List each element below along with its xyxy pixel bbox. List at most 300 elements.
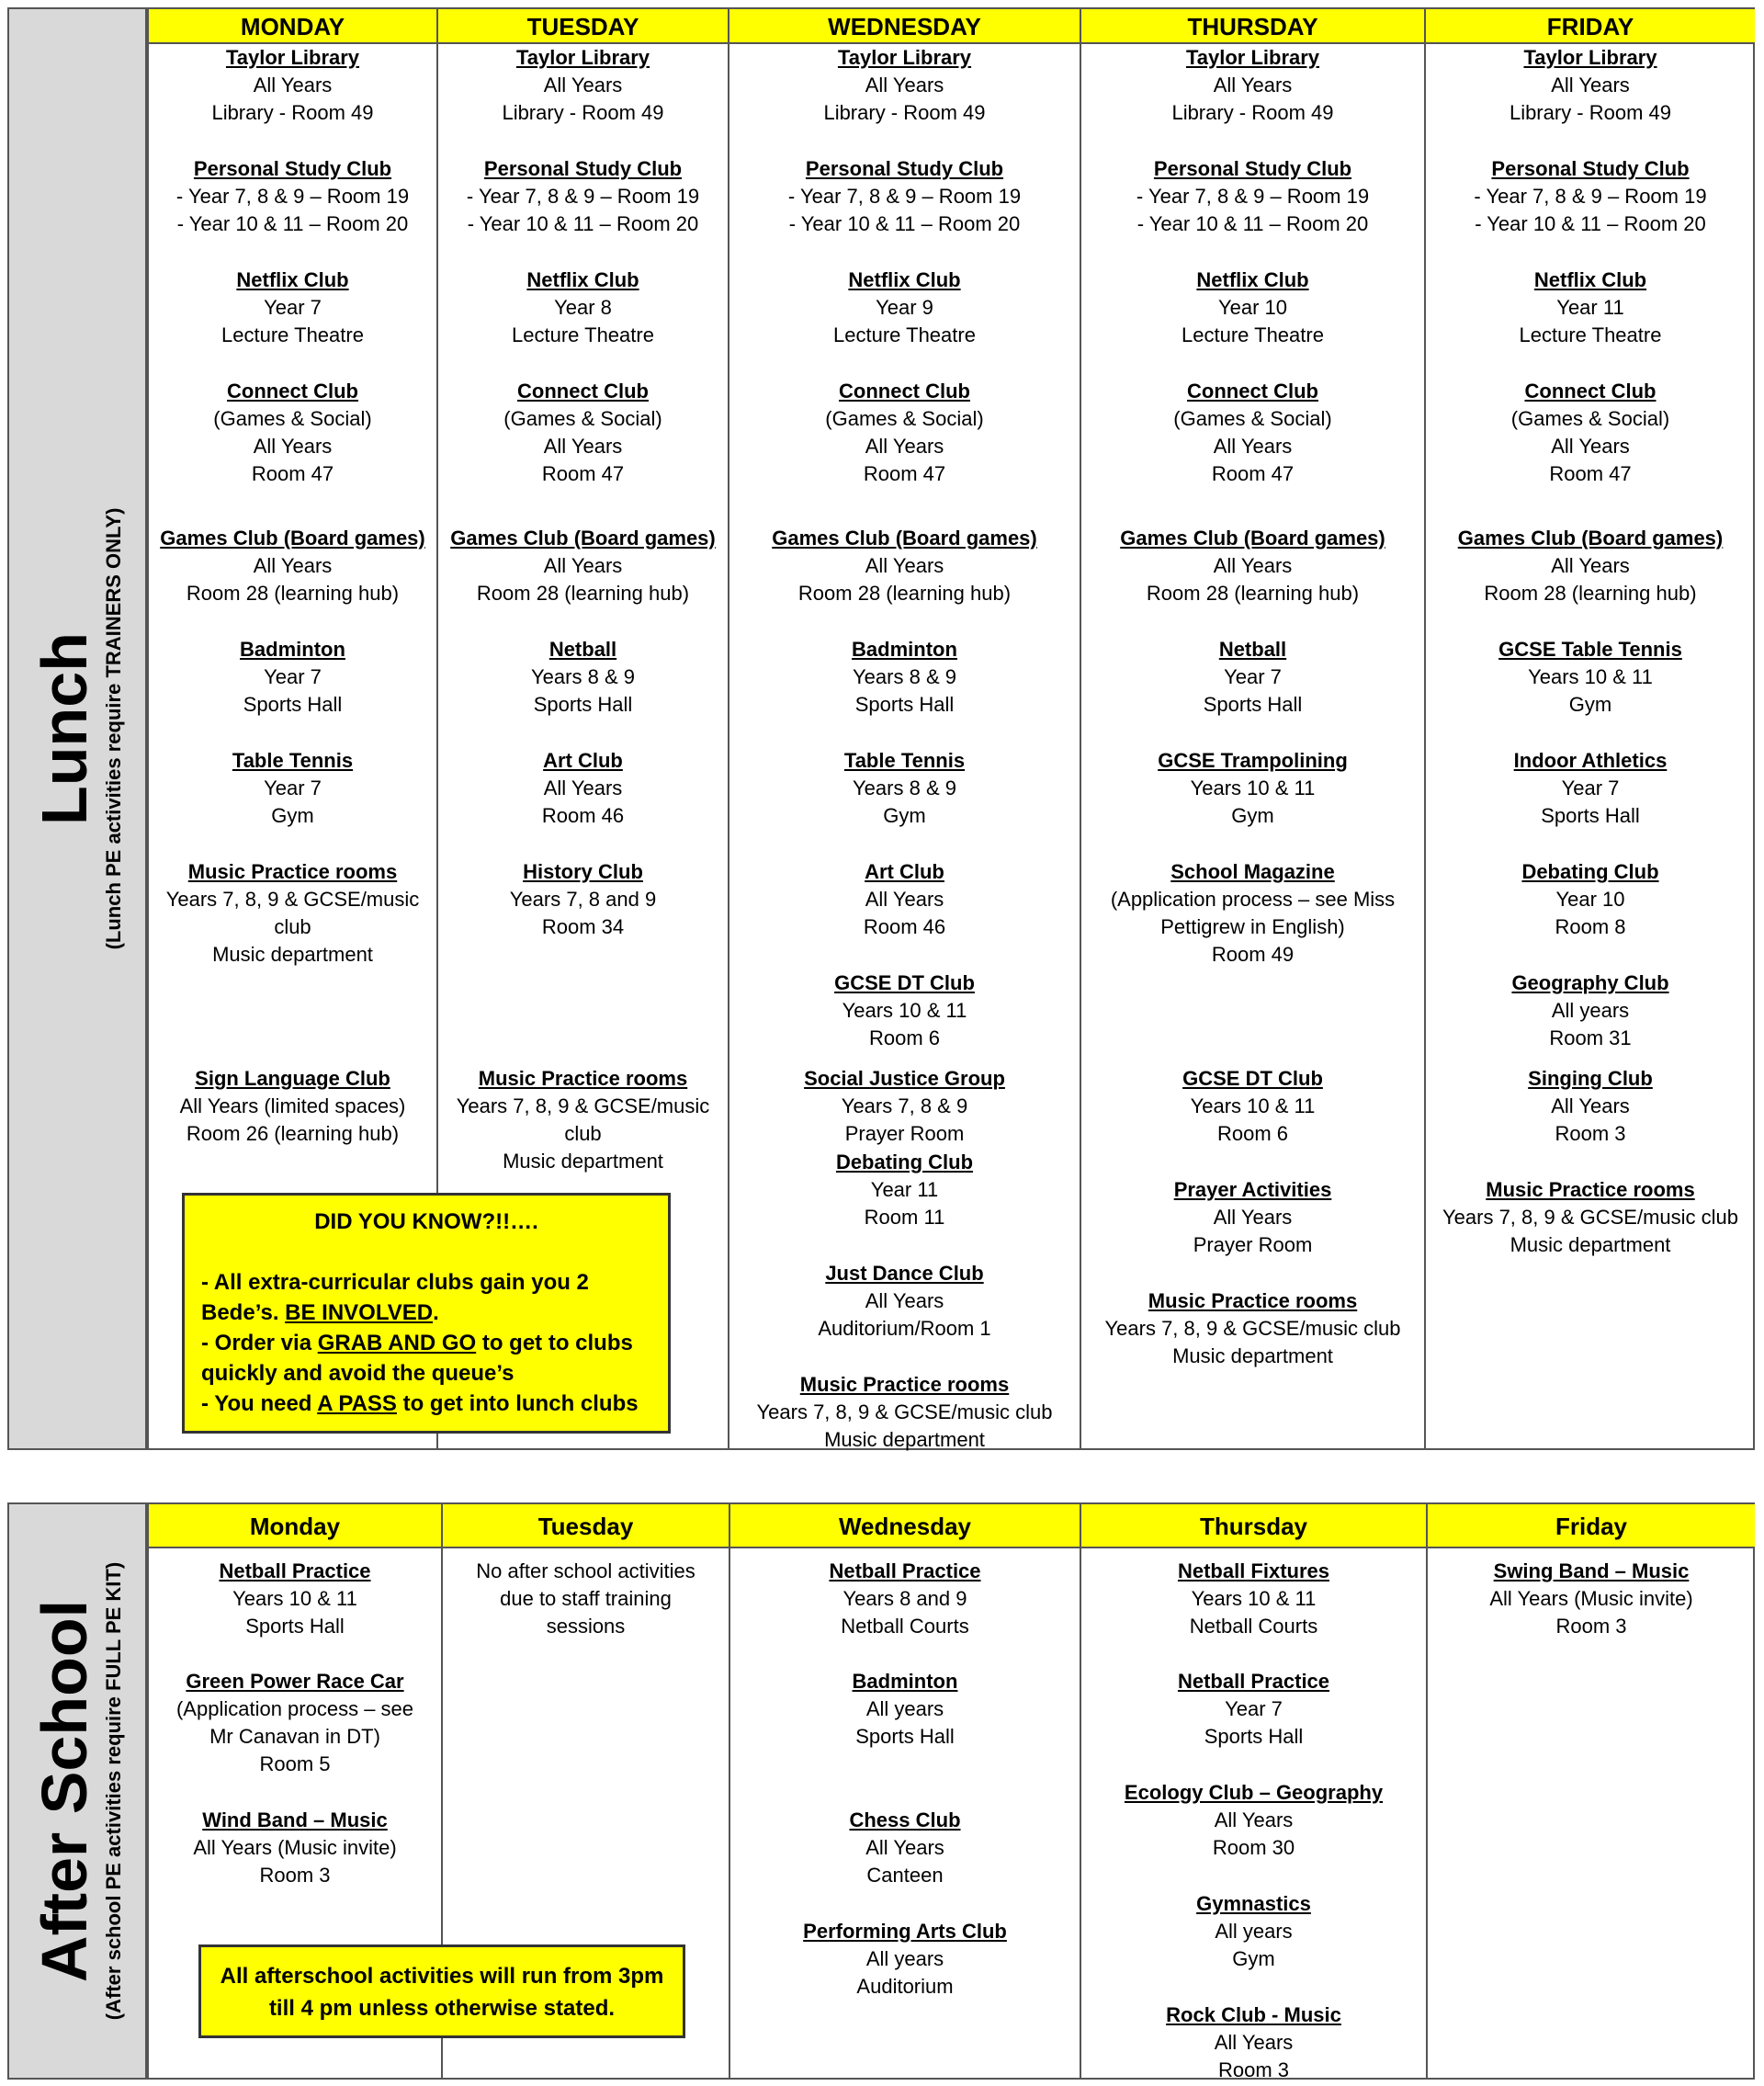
activity-detail: Sports Hall [1541, 804, 1640, 827]
activity-entry [149, 525, 436, 607]
activity-entry [1081, 1176, 1424, 1259]
activity-detail: Room 47 [1211, 462, 1295, 485]
activity-title: Taylor Library [225, 46, 360, 69]
activity-detail: All Years [865, 888, 944, 911]
activity-detail: No after school activities [476, 1559, 695, 1582]
activity-detail: Room 30 [1212, 1836, 1295, 1859]
activity-entry [149, 747, 436, 830]
activity-entry [1426, 266, 1755, 349]
activity-title: Taylor Library [1185, 46, 1320, 69]
activity-title: Music Practice rooms [1486, 1178, 1695, 1201]
activity-detail: All Years [543, 554, 623, 577]
activity-detail: Music department [824, 1428, 985, 1451]
activity-detail: - Year 7, 8 & 9 – Room 19 [1136, 185, 1370, 208]
activity-entry [1081, 378, 1424, 488]
activity-detail: All Years (Music invite) [193, 1836, 397, 1859]
activity-entry [1426, 525, 1755, 607]
text: - You need [201, 1391, 318, 1416]
activity-entry [438, 378, 728, 488]
activity-title: GCSE Table Tennis [1498, 638, 1682, 661]
after-school-note-line: till 4 pm unless otherwise stated. [268, 1996, 616, 2021]
activity-title: Gymnastics [1196, 1892, 1311, 1915]
text: to get to clubs [476, 1331, 633, 1355]
activity-detail: Years 8 & 9 [853, 665, 956, 688]
did-you-know-line [201, 1298, 651, 1328]
activity-entry [1081, 1065, 1424, 1148]
activity-detail: Room 26 (learning hub) [186, 1122, 400, 1145]
activity-detail: Gym [883, 804, 926, 827]
text: to get into lunch clubs [396, 1391, 639, 1416]
activity-detail: (Games & Social) [213, 407, 372, 430]
activity-title: Netflix Club [848, 268, 961, 291]
activity-entry [1426, 969, 1755, 1052]
after-school-pe-note: (After school PE activities require FULL PE KIT) [102, 1561, 125, 2021]
day-column-thursday [1080, 44, 1424, 1448]
activity-title: Table Tennis [232, 749, 354, 772]
activity-detail: All Years [1213, 1206, 1293, 1229]
activity-detail: Room 47 [541, 462, 625, 485]
activity-entry [438, 858, 728, 941]
activity-detail: Years 10 & 11 [1190, 1094, 1316, 1117]
did-you-know-line [201, 1389, 651, 1419]
did-you-know-box [182, 1193, 671, 1434]
activity-title: Art Club [865, 860, 944, 883]
day-column-wednesday [728, 44, 1080, 1451]
activity-detail: Room 8 [1555, 915, 1626, 938]
activity-detail: All Years [253, 554, 333, 577]
activity-detail: Year 7 [1224, 665, 1282, 688]
activity-entry [1426, 44, 1755, 127]
activity-title: Sign Language Club [195, 1067, 390, 1090]
activity-entry [149, 636, 436, 719]
after-school-times-note [198, 1944, 685, 2038]
activity-detail: Year 10 [1555, 888, 1625, 911]
activity-entry [729, 1065, 1080, 1148]
activity-detail: Music department [503, 1150, 663, 1173]
activity-detail: - Year 10 & 11 – Room 20 [176, 212, 409, 235]
activity-entry [729, 858, 1080, 941]
activity-entry [149, 858, 436, 969]
day-header-wednesday: WEDNESDAY [728, 9, 1080, 44]
activity-detail: Canteen [866, 1864, 944, 1887]
activity-detail: Room 3 [259, 1864, 331, 1887]
activity-entry [730, 1918, 1080, 2001]
activity-title: Rock Club - Music [1166, 2003, 1341, 2026]
activity-detail: (Games & Social) [1510, 407, 1670, 430]
activity-title: Music Practice rooms [799, 1373, 1010, 1396]
activity-title: Netflix Club [1533, 268, 1647, 291]
activity-detail: Sports Hall [1204, 1725, 1304, 1748]
activity-title: Indoor Athletics [1513, 749, 1668, 772]
activity-title: Personal Study Club [1153, 157, 1352, 180]
did-you-know-line: quickly and avoid the queue’s [201, 1361, 514, 1386]
activity-detail: Room 47 [251, 462, 334, 485]
activity-detail: Room 5 [259, 1752, 331, 1775]
after-school-note-line: All afterschool activities will run from 3pm [220, 1964, 664, 1989]
activity-detail: Gym [1568, 693, 1612, 716]
activity-detail: Lecture Theatre [512, 323, 654, 346]
activity-entry [1426, 636, 1755, 719]
activity-detail: Years 8 & 9 [531, 665, 635, 688]
activity-entry [729, 1371, 1080, 1454]
activity-detail: Auditorium/Room 1 [818, 1317, 991, 1340]
activity-detail: Years 10 & 11 [232, 1587, 357, 1610]
activity-entry [1081, 1668, 1426, 1751]
activity-detail: All Years (limited spaces) [179, 1094, 406, 1117]
a-pass-emphasis: A PASS [317, 1391, 397, 1416]
activity-detail: Room 31 [1549, 1026, 1632, 1049]
activity-entry [1081, 1287, 1424, 1370]
activity-title: Personal Study Club [193, 157, 392, 180]
activity-detail: All Years [1551, 554, 1630, 577]
activity-entry [149, 155, 436, 238]
grab-and-go-emphasis: GRAB AND GO [317, 1331, 477, 1355]
activity-entry [438, 747, 728, 830]
day-header-wednesday: Wednesday [729, 1504, 1080, 1548]
activity-title: Green Power Race Car [186, 1670, 404, 1693]
activity-detail: Year 7 [1561, 777, 1620, 799]
activity-detail: All Years [865, 554, 944, 577]
activity-entry [730, 1807, 1080, 1889]
activity-title: Badminton [852, 638, 957, 661]
text: - Order via [201, 1331, 318, 1355]
activity-entry [1081, 155, 1424, 238]
day-header-tuesday: Tuesday [441, 1504, 729, 1548]
activity-title: Prayer Activities [1173, 1178, 1332, 1201]
activity-entry [1426, 747, 1755, 830]
activity-entry [1081, 525, 1424, 607]
activity-title: GCSE Trampolining [1158, 749, 1348, 772]
lunch-title: Lunch [28, 632, 100, 825]
activity-detail: All years [865, 1697, 944, 1720]
text: . [433, 1300, 439, 1325]
activity-title: Netball [548, 638, 617, 661]
activity-detail: Year 10 [1217, 296, 1288, 319]
activity-detail: Year 11 [870, 1178, 939, 1201]
lunch-side-label [9, 9, 147, 1448]
activity-detail: All Years [1214, 1808, 1294, 1831]
activity-detail: (Application process – see [175, 1697, 414, 1720]
activity-detail: Years 8 and 9 [842, 1587, 967, 1610]
activity-detail: Prayer Room [1193, 1233, 1313, 1256]
activity-detail: Library - Room 49 [823, 101, 986, 124]
activity-title: Netball Practice [829, 1559, 981, 1582]
activity-entry [149, 378, 436, 488]
activity-detail: Years 10 & 11 [1190, 777, 1316, 799]
activity-entry [1426, 1176, 1755, 1259]
activity-detail: Netball Courts [1189, 1615, 1318, 1638]
activity-detail: Years 10 & 11 [1191, 1587, 1317, 1610]
activity-detail: Years 10 & 11 [842, 999, 967, 1022]
activity-detail: Music department [1510, 1233, 1671, 1256]
activity-detail: Prayer Room [844, 1122, 965, 1145]
activity-title: Netball Fixtures [1177, 1559, 1330, 1582]
activity-title: Netball Practice [1177, 1670, 1330, 1693]
activity-detail: Years 7, 8, 9 & GCSE/music club [1442, 1206, 1738, 1229]
activity-title: Taylor Library [1523, 46, 1657, 69]
activity-title: Badminton [240, 638, 345, 661]
day-column-thursday [1080, 1548, 1426, 2081]
activity-title: Personal Study Club [805, 157, 1004, 180]
day-column-friday [1424, 44, 1755, 1448]
activity-detail: Music department [212, 943, 373, 966]
activity-title: School Magazine [1170, 860, 1335, 883]
activity-entry [1081, 2001, 1426, 2084]
activity-title: Games Club (Board games) [1120, 527, 1385, 550]
activity-detail: Sports Hall [243, 693, 343, 716]
activity-title: Connect Club [839, 380, 970, 402]
activity-detail: Years 7, 8, 9 & GCSE/music [165, 888, 420, 911]
be-involved-emphasis: BE INVOLVED [285, 1300, 434, 1325]
activity-detail: Music department [1172, 1344, 1333, 1367]
activity-detail: Years 8 & 9 [853, 777, 956, 799]
activity-detail: Lecture Theatre [221, 323, 364, 346]
activity-detail: Room 46 [541, 804, 625, 827]
activity-detail: Sports Hall [854, 693, 955, 716]
activity-title: Wind Band – Music [202, 1808, 388, 1831]
activity-entry [438, 44, 728, 127]
activity-detail: Sports Hall [1203, 693, 1303, 716]
activity-entry [1426, 155, 1755, 238]
activity-title: Connect Club [1187, 380, 1318, 402]
activity-detail: Mr Canavan in DT) [209, 1725, 380, 1748]
activity-detail: Room 28 (learning hub) [797, 582, 1012, 605]
activity-entry [438, 1065, 728, 1175]
activity-entry [438, 525, 728, 607]
activity-detail: club [564, 1122, 602, 1145]
activity-detail: - Year 10 & 11 – Room 20 [1136, 212, 1369, 235]
activity-detail: - Year 10 & 11 – Room 20 [467, 212, 699, 235]
activity-detail: (Games & Social) [1173, 407, 1332, 430]
activity-detail: Room 6 [868, 1026, 941, 1049]
activity-entry [729, 636, 1080, 719]
activity-entry [729, 969, 1080, 1052]
activity-detail: All years [865, 1947, 944, 1970]
activity-detail: Year 7 [1225, 1697, 1283, 1720]
activity-detail: (Application process – see Miss [1110, 888, 1396, 911]
activity-detail: Room 28 (learning hub) [1484, 582, 1697, 605]
activity-detail: Sports Hall [855, 1725, 955, 1748]
activity-detail: - Year 7, 8 & 9 – Room 19 [466, 185, 700, 208]
activity-detail: All years [1551, 999, 1630, 1022]
activity-title: Music Practice rooms [478, 1067, 688, 1090]
activity-detail: Year 7 [264, 665, 322, 688]
activity-detail: - Year 7, 8 & 9 – Room 19 [175, 185, 410, 208]
activity-entry [729, 155, 1080, 238]
activity-detail: due to staff training [500, 1587, 672, 1610]
activity-detail: Gym [1232, 1947, 1275, 1970]
activity-detail: Library - Room 49 [1509, 101, 1672, 124]
activity-detail: (Games & Social) [503, 407, 662, 430]
activity-detail: Room 47 [863, 462, 946, 485]
day-header-monday: MONDAY [147, 9, 436, 44]
activity-entry [1081, 1558, 1426, 1640]
activity-entry [1081, 1890, 1426, 1973]
activity-detail: club [274, 915, 311, 938]
activity-detail: Room 49 [1211, 943, 1295, 966]
activity-detail: Sports Hall [533, 693, 633, 716]
activity-title: Art Club [543, 749, 623, 772]
activity-entry [729, 378, 1080, 488]
activity-detail: Year 11 [1556, 296, 1624, 319]
activity-title: Connect Club [227, 380, 358, 402]
activity-detail: All Years [865, 74, 944, 96]
activity-entry [729, 525, 1080, 607]
activity-entry [730, 1558, 1080, 1640]
activity-title: GCSE DT Club [1182, 1067, 1323, 1090]
activity-title: Music Practice rooms [187, 860, 398, 883]
activity-title: Personal Study Club [1491, 157, 1690, 180]
activity-entry [1081, 266, 1424, 349]
activity-title: Netball Practice [219, 1559, 371, 1582]
activity-title: Games Club (Board games) [772, 527, 1037, 550]
activity-detail: All years [1215, 1920, 1293, 1943]
activity-detail: Year 8 [554, 296, 612, 319]
activity-detail: Years 7, 8, 9 & GCSE/music [456, 1094, 710, 1117]
activity-detail: Library - Room 49 [211, 101, 374, 124]
activity-title: Geography Club [1511, 971, 1669, 994]
activity-entry [149, 1807, 441, 1889]
day-column-wednesday [729, 1548, 1080, 2078]
activity-title: Ecology Club – Geography [1124, 1781, 1384, 1804]
activity-detail: All Years (Music invite) [1489, 1587, 1693, 1610]
activity-title: Debating Club [1521, 860, 1659, 883]
activity-detail: Room 11 [864, 1206, 945, 1229]
activity-detail: Lecture Theatre [1182, 323, 1324, 346]
activity-entry [1428, 1558, 1755, 1640]
day-header-thursday: THURSDAY [1080, 9, 1424, 44]
activity-detail: sessions [546, 1615, 626, 1638]
activity-entry [1426, 1065, 1755, 1148]
activity-title: Taylor Library [515, 46, 650, 69]
activity-entry [1081, 1779, 1426, 1862]
activity-detail: Room 47 [1549, 462, 1632, 485]
activity-detail: Year 9 [876, 296, 933, 319]
activity-title: Games Club (Board games) [450, 527, 716, 550]
activity-detail: Year 7 [264, 296, 322, 319]
activity-title: Singing Club [1528, 1067, 1653, 1090]
activity-detail: All Years [1213, 435, 1293, 458]
activity-title: Games Club (Board games) [160, 527, 425, 550]
activity-detail: All Years [1214, 2031, 1294, 2054]
activity-detail: All Years [253, 435, 333, 458]
activity-title: Connect Club [517, 380, 649, 402]
activity-detail: All Years [1551, 435, 1630, 458]
activity-detail: Room 28 (learning hub) [476, 582, 690, 605]
activity-detail: Years 7, 8, 9 & GCSE/music club [1104, 1317, 1401, 1340]
activity-detail: Years 10 & 11 [1528, 665, 1653, 688]
activity-detail: Netball Courts [841, 1615, 969, 1638]
activity-entry [729, 1149, 1080, 1231]
activity-detail: - Year 10 & 11 – Room 20 [1475, 212, 1706, 235]
activity-title: Games Club (Board games) [1457, 527, 1724, 550]
after-school-title: After School [28, 1599, 100, 1983]
activity-entry [438, 155, 728, 238]
activity-entry [1426, 378, 1755, 488]
activity-entry [1426, 858, 1755, 941]
activity-entry [1081, 747, 1424, 830]
activity-detail: All Years [543, 435, 623, 458]
activity-detail: All Years [253, 74, 333, 96]
activity-entry [1081, 636, 1424, 719]
after-school-side-label [9, 1504, 147, 2078]
activity-detail: Year 7 [264, 777, 322, 799]
activity-title: Social Justice Group [804, 1067, 1005, 1090]
day-header-monday: Monday [147, 1504, 441, 1548]
activity-title: Music Practice rooms [1148, 1289, 1358, 1312]
activity-title: Personal Study Club [483, 157, 683, 180]
activity-entry [443, 1558, 729, 1640]
activity-title: Swing Band – Music [1493, 1559, 1690, 1582]
activity-detail: - Year 7, 8 & 9 – Room 19 [1474, 185, 1707, 208]
activity-entry [729, 1260, 1080, 1343]
day-column-friday [1426, 1548, 1755, 2078]
activity-entry [730, 1668, 1080, 1751]
activity-detail: All Years [865, 435, 944, 458]
activity-detail: Gym [271, 804, 314, 827]
day-header-tuesday: TUESDAY [436, 9, 728, 44]
activity-title: Netball [1218, 638, 1287, 661]
activity-detail: Lecture Theatre [1519, 323, 1662, 346]
activity-detail: All Years [1551, 1094, 1630, 1117]
activity-detail: Room 46 [863, 915, 946, 938]
activity-detail: Room 3 [1217, 2058, 1290, 2081]
activity-entry [149, 1668, 441, 1778]
activity-detail: Years 7, 8 and 9 [509, 888, 657, 911]
activity-entry [438, 266, 728, 349]
activity-entry [149, 44, 436, 127]
did-you-know-heading: DID YOU KNOW?!!…. [314, 1209, 538, 1234]
activity-detail: Sports Hall [245, 1615, 345, 1638]
activity-entry [438, 636, 728, 719]
did-you-know-line [201, 1328, 651, 1358]
day-header-friday: FRIDAY [1424, 9, 1755, 44]
lunch-pe-note: (Lunch PE activities require TRAINERS ONLY) [102, 507, 125, 950]
activity-title: Just Dance Club [825, 1262, 984, 1285]
activity-detail: All Years [543, 777, 623, 799]
activity-entry [729, 266, 1080, 349]
activity-detail: All Years [1213, 554, 1293, 577]
activity-entry [1081, 858, 1424, 969]
activity-entry [729, 747, 1080, 830]
activity-entry [149, 266, 436, 349]
activity-detail: Room 34 [541, 915, 625, 938]
activity-title: History Club [523, 860, 643, 883]
activity-detail: Room 3 [1555, 1615, 1627, 1638]
activity-title: Chess Club [849, 1808, 961, 1831]
activity-detail: All Years [1213, 74, 1293, 96]
activity-entry [149, 1065, 436, 1148]
text: Bede’s. [201, 1300, 286, 1325]
activity-title: Table Tennis [843, 749, 966, 772]
activity-entry [149, 1558, 441, 1640]
activity-detail: (Games & Social) [825, 407, 984, 430]
activity-title: Badminton [852, 1670, 958, 1693]
day-header-thursday: Thursday [1080, 1504, 1426, 1548]
activity-detail: All Years [543, 74, 623, 96]
activity-detail: Pettigrew in English) [1160, 915, 1345, 938]
activity-detail: All Years [1551, 74, 1630, 96]
activity-entry [1081, 44, 1424, 127]
activity-detail: Room 6 [1216, 1122, 1289, 1145]
activity-title: Netflix Club [1196, 268, 1309, 291]
activity-title: Netflix Club [526, 268, 639, 291]
activity-detail: Room 3 [1555, 1122, 1626, 1145]
activity-title: Netflix Club [236, 268, 349, 291]
activity-detail: Room 28 (learning hub) [1146, 582, 1360, 605]
activity-entry [729, 44, 1080, 127]
activity-detail: Gym [1231, 804, 1274, 827]
